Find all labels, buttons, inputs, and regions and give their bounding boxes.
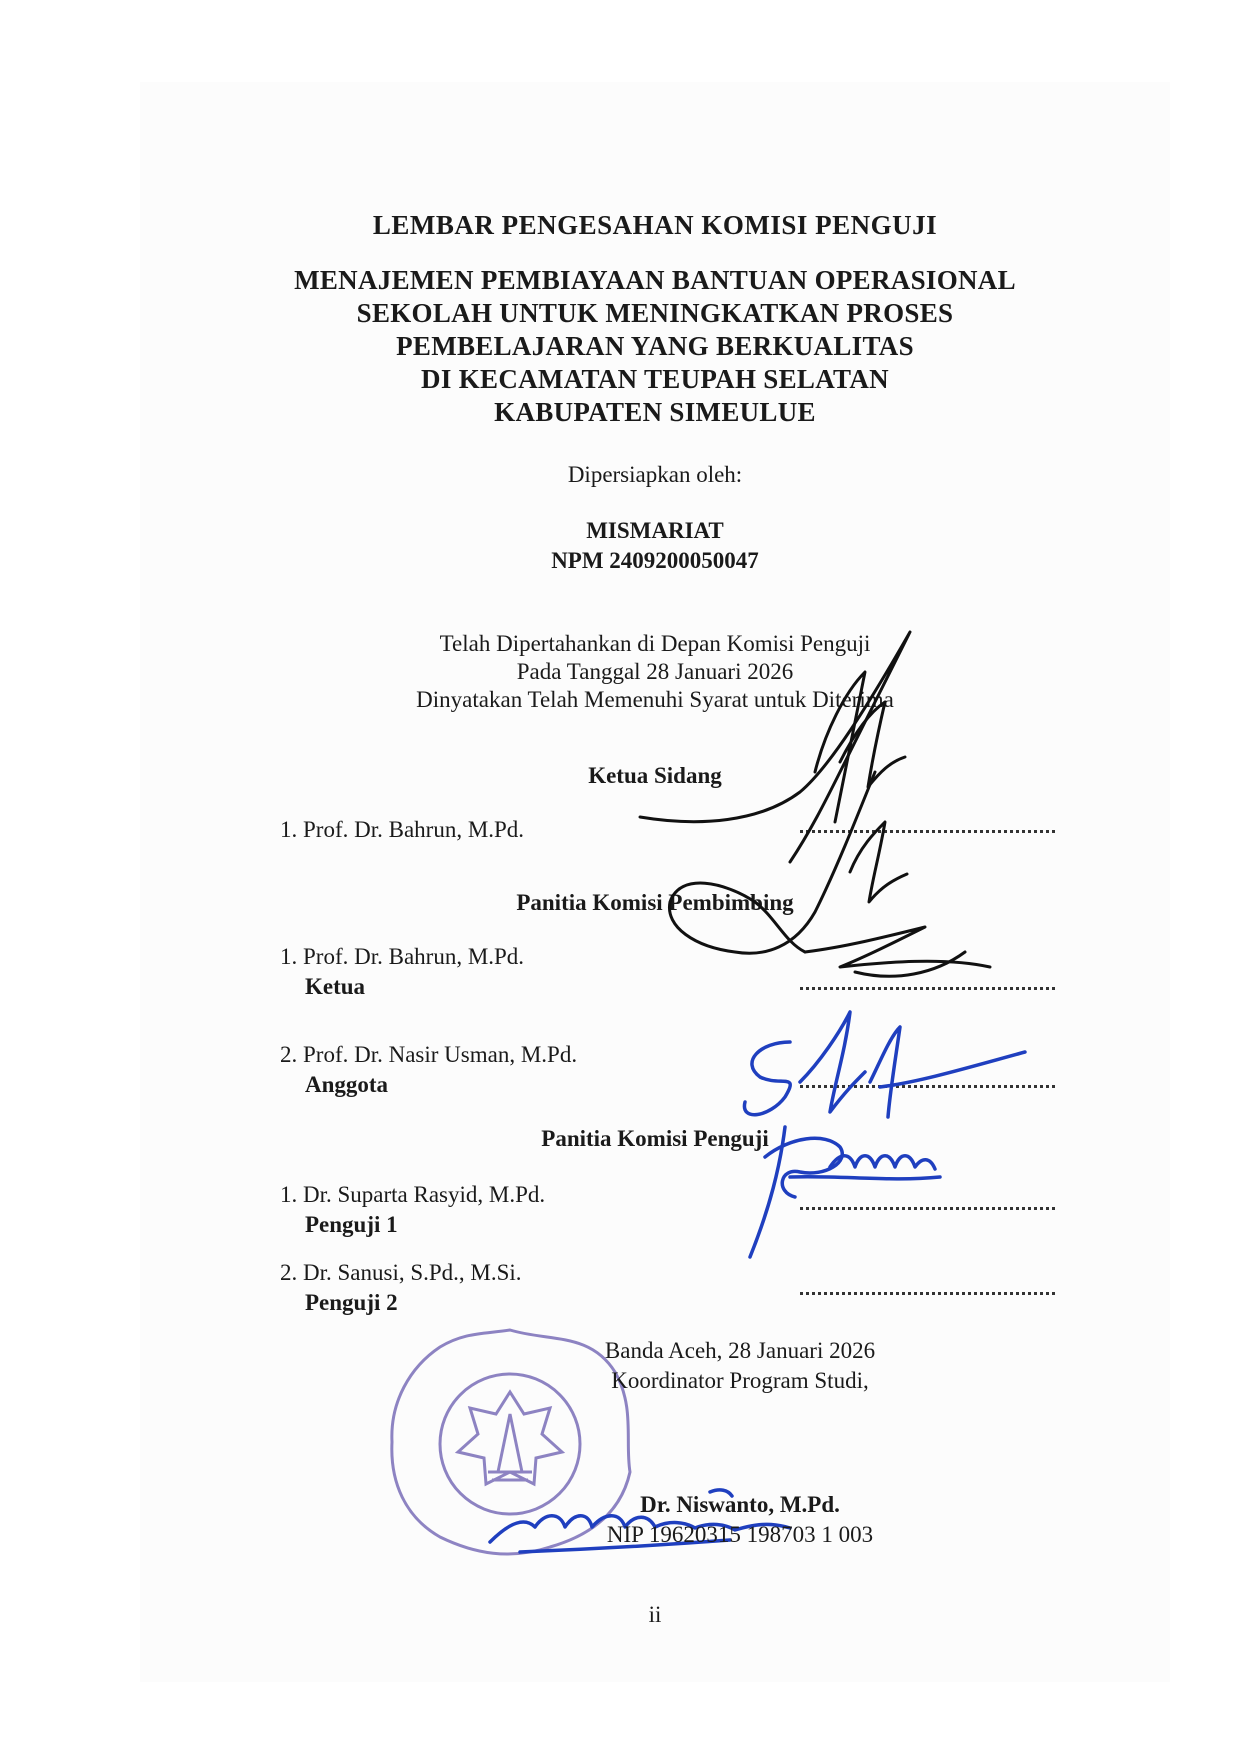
signature-line <box>800 1292 1055 1295</box>
closing-place-date: Banda Aceh, 28 Januari 2026 <box>604 1338 876 1363</box>
author-name: MISMARIAT <box>586 518 724 543</box>
closing-signatory <box>460 1490 1020 1550</box>
page-number: ii <box>648 1602 662 1627</box>
prepared-by-label: Dipersiapkan oleh: <box>567 462 743 487</box>
section-title-pembimbing: Panitia Komisi Pembimbing <box>516 890 794 915</box>
member-name: 1. Prof. Dr. Bahrun, M.Pd. <box>280 817 525 842</box>
member-name: 2. Dr. Sanusi, S.Pd., M.Si. <box>280 1260 522 1285</box>
member-role: Penguji 1 <box>305 1212 398 1237</box>
thesis-title-line: PEMBELAJARAN YANG BERKUALITAS <box>396 331 914 361</box>
committee-member <box>280 1040 577 1100</box>
thesis-title-line: DI KECAMATAN TEUPAH SELATAN <box>421 364 889 394</box>
member-role: Penguji 2 <box>305 1290 398 1315</box>
section-title-penguji: Panitia Komisi Penguji <box>541 1126 769 1151</box>
closing-position: Koordinator Program Studi, <box>611 1368 869 1393</box>
committee-member <box>280 1258 522 1318</box>
document-page <box>140 82 1170 1682</box>
member-role: Anggota <box>305 1072 389 1097</box>
document-heading: LEMBAR PENGESAHAN KOMISI PENGUJI <box>372 210 938 240</box>
member-name: 1. Prof. Dr. Bahrun, M.Pd. <box>280 944 525 969</box>
committee-member <box>280 942 524 1002</box>
committee-member <box>280 1180 545 1240</box>
thesis-title-line: SEKOLAH UNTUK MENINGKATKAN PROSES <box>356 298 954 328</box>
defense-line: Pada Tanggal 28 Januari 2026 <box>516 659 794 684</box>
defense-line: Telah Dipertahankan di Depan Komisi Penguji <box>439 631 871 656</box>
section-title-ketua-sidang: Ketua Sidang <box>588 763 722 788</box>
signature-pembimbing-icon <box>645 752 995 992</box>
defense-line: Dinyatakan Telah Memenuhi Syarat untuk Diterima <box>416 687 894 712</box>
closing-block <box>460 1336 1020 1396</box>
committee-member <box>280 815 524 845</box>
closing-nip: NIP 19620315 198703 1 003 <box>606 1522 874 1547</box>
member-role: Ketua <box>305 974 366 999</box>
closing-name: Dr. Niswanto, M.Pd. <box>640 1492 840 1517</box>
thesis-title-line: MENAJEMEN PEMBIAYAAN BANTUAN OPERASIONAL <box>294 265 1016 295</box>
thesis-title <box>140 264 1170 429</box>
member-name: 2. Prof. Dr. Nasir Usman, M.Pd. <box>280 1042 578 1067</box>
author-npm: NPM 2409200050047 <box>551 548 759 573</box>
member-name: 1. Dr. Suparta Rasyid, M.Pd. <box>280 1182 546 1207</box>
signature-penguji-2-icon <box>730 1097 980 1267</box>
thesis-title-line: KABUPATEN SIMEULUE <box>494 397 816 427</box>
